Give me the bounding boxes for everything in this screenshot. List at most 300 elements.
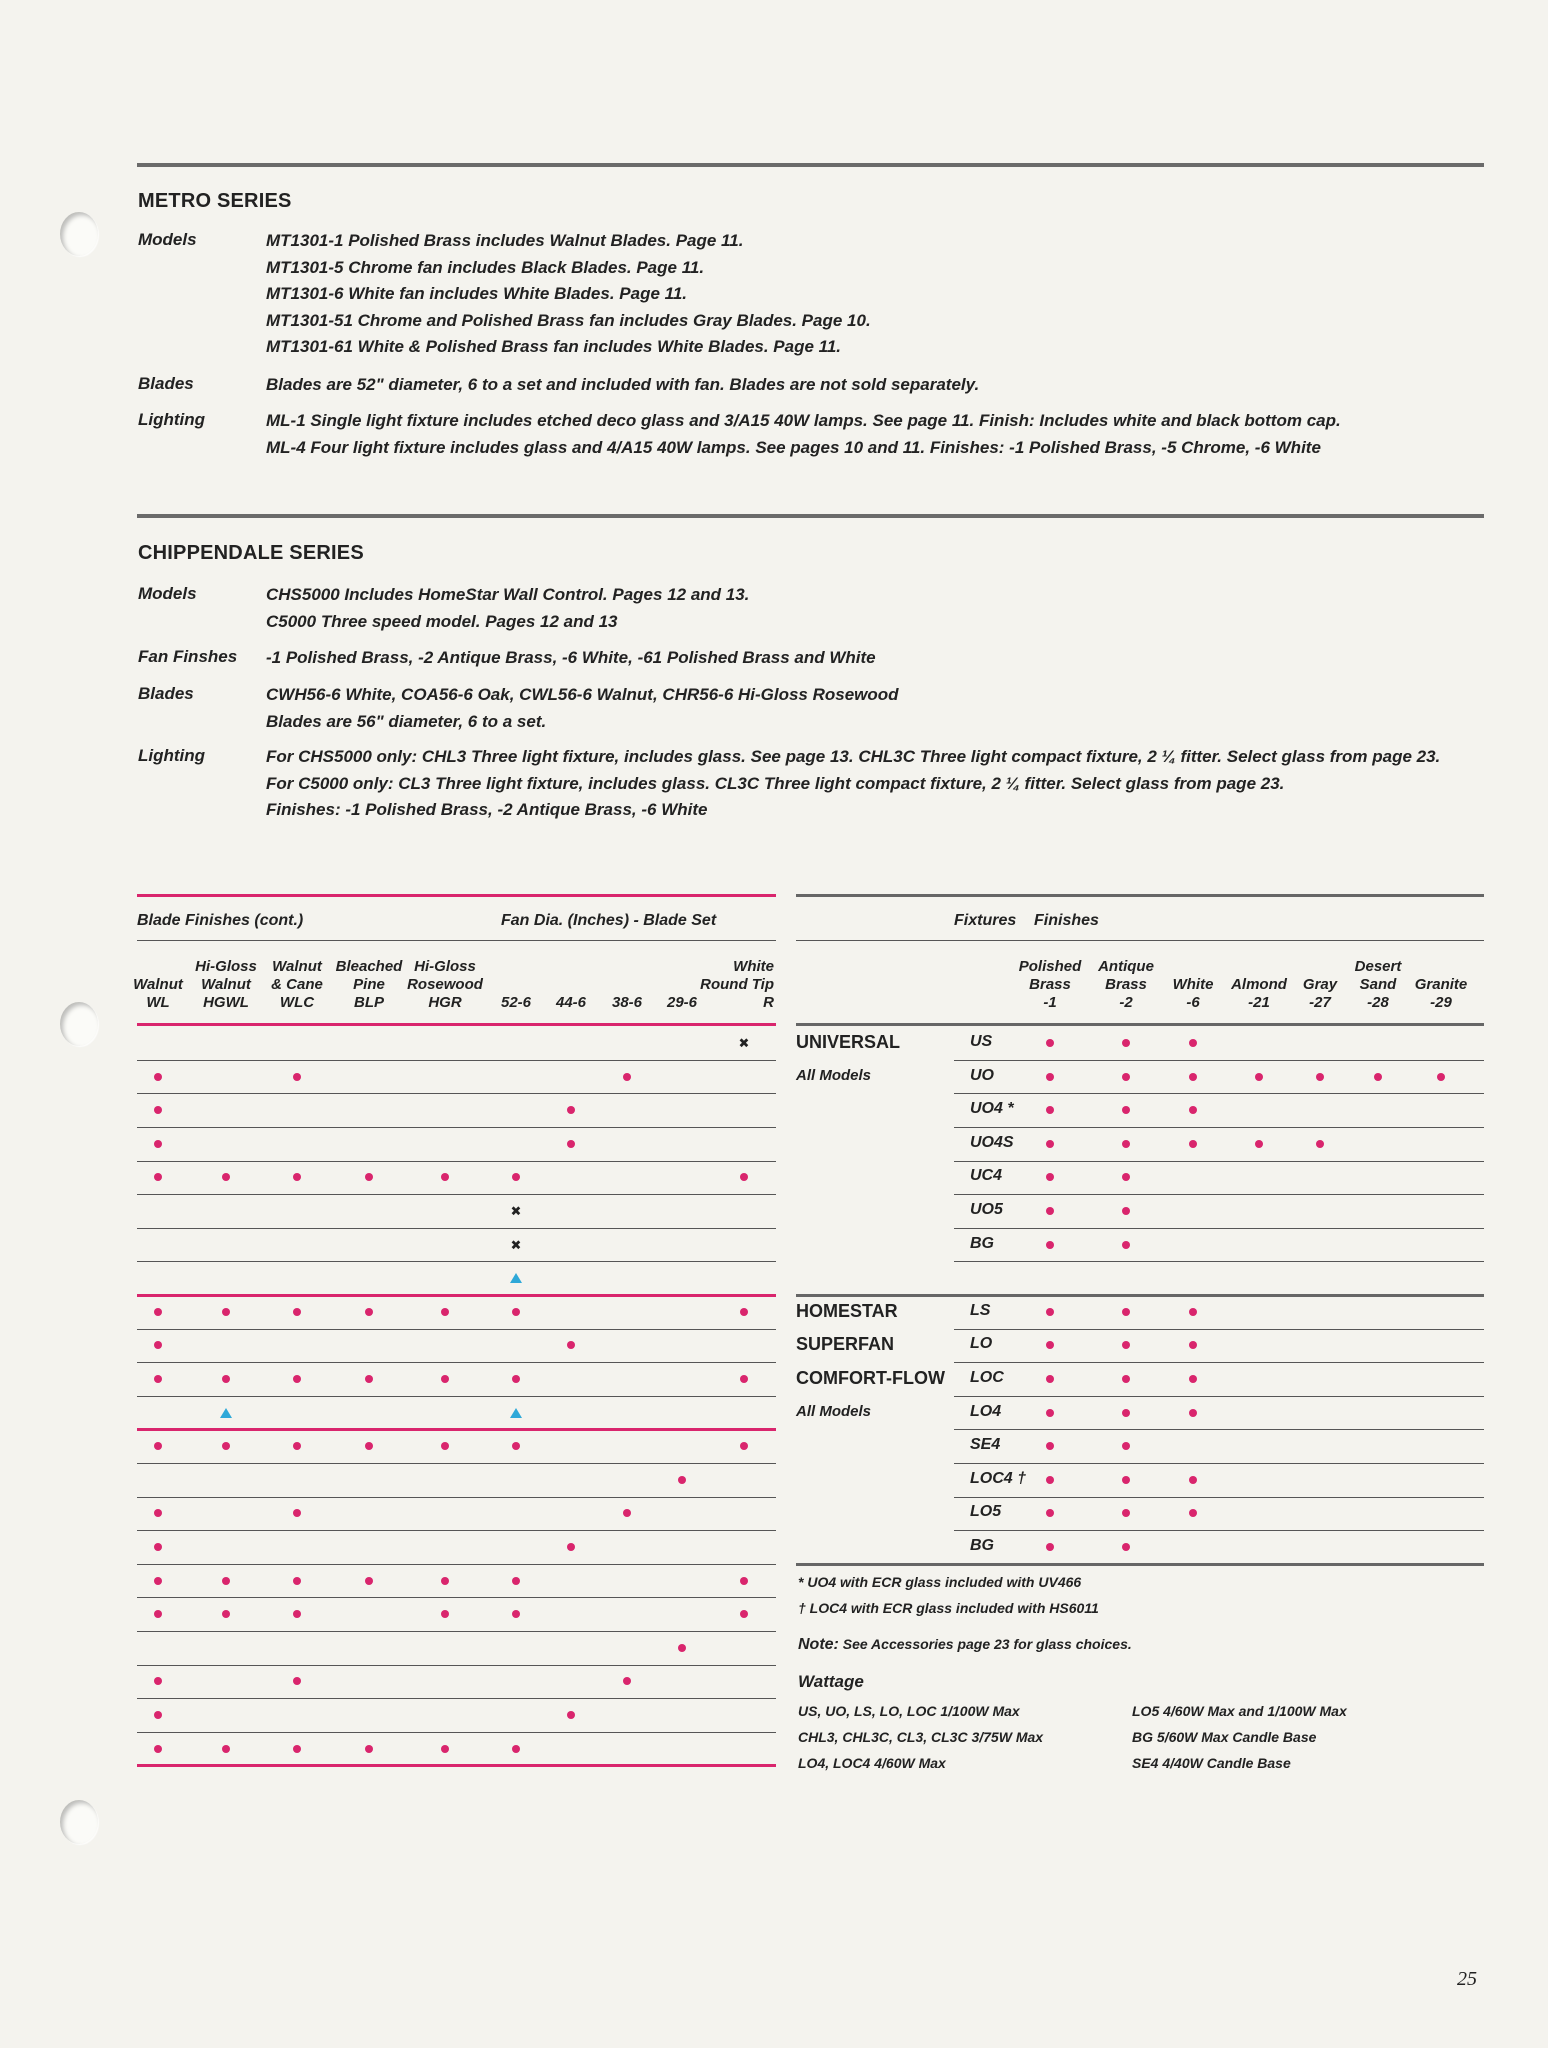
column-header-line: WL bbox=[146, 994, 170, 1011]
blade-dot bbox=[441, 1610, 449, 1618]
blade-dot bbox=[740, 1375, 748, 1383]
blade-triangle bbox=[510, 1273, 522, 1283]
fixture-code: UO bbox=[970, 1066, 994, 1084]
chippendale-lighting-line: Finishes: -1 Polished Brass, -2 Antique Brass, -6 White bbox=[266, 800, 708, 819]
blade-column-header bbox=[195, 958, 257, 1012]
binder-hole-bottom bbox=[60, 1800, 98, 1844]
blade-dot bbox=[512, 1745, 520, 1753]
footnote-uo4: * UO4 with ECR glass included with UV466 bbox=[798, 1574, 1082, 1590]
column-header-line bbox=[1173, 958, 1214, 976]
finish-dot bbox=[1046, 1308, 1054, 1316]
blade-dot bbox=[623, 1677, 631, 1685]
finish-dot bbox=[1046, 1509, 1054, 1517]
blade-row-divider bbox=[137, 1093, 776, 1094]
finish-dot bbox=[1122, 1543, 1130, 1551]
finish-dot bbox=[1046, 1543, 1054, 1551]
blade-dot bbox=[222, 1577, 230, 1585]
column-header-line: -2 bbox=[1119, 994, 1133, 1011]
column-header-line: Granite bbox=[1414, 976, 1468, 993]
blade-dot bbox=[512, 1610, 520, 1618]
blade-dot bbox=[512, 1308, 520, 1316]
column-header-line: R bbox=[763, 994, 774, 1011]
blade-column-header bbox=[133, 958, 183, 1012]
blade-dot bbox=[567, 1711, 575, 1719]
fixture-row-divider bbox=[954, 1060, 1484, 1061]
finish-column-header bbox=[1355, 958, 1402, 1012]
finish-column-header bbox=[1415, 958, 1468, 1012]
blade-dot bbox=[154, 1375, 162, 1383]
fixture-code: BG bbox=[970, 1537, 994, 1554]
metro-model-line: MT1301-5 Chrome fan includes Black Blades. Page 11. bbox=[266, 257, 705, 277]
column-header-line: Brass bbox=[1029, 976, 1071, 993]
blade-dot bbox=[365, 1442, 373, 1450]
column-header-line: -27 bbox=[1309, 994, 1331, 1011]
blade-dot bbox=[441, 1308, 449, 1316]
finish-dot bbox=[1122, 1341, 1130, 1349]
blade-row-divider bbox=[137, 1060, 776, 1061]
finish-dot bbox=[1189, 1476, 1197, 1484]
blade-dot bbox=[154, 1106, 162, 1114]
fixture-code: LOC bbox=[970, 1369, 1004, 1386]
column-header-line: Gray bbox=[1302, 976, 1338, 993]
column-header-line: BLP bbox=[353, 994, 384, 1011]
binder-hole-middle bbox=[60, 1002, 98, 1046]
finish-dot bbox=[1122, 1409, 1130, 1417]
column-header-line: WLC bbox=[279, 994, 315, 1011]
fixtures-heading: Fixtures bbox=[954, 912, 1017, 929]
blade-dot bbox=[154, 1543, 162, 1551]
blade-dot bbox=[154, 1677, 162, 1685]
blade-row-divider bbox=[137, 1665, 776, 1666]
column-header-line: White bbox=[1172, 976, 1214, 993]
chippendale-model-line: CHS5000 Includes HomeStar Wall Control. Pages 12 and 13. bbox=[266, 585, 750, 604]
column-header-line: Bleached bbox=[335, 958, 403, 975]
metro-blades-label: Blades bbox=[138, 374, 194, 393]
column-header-line bbox=[667, 958, 697, 976]
blade-dot bbox=[154, 1442, 162, 1450]
blade-dot bbox=[154, 1711, 162, 1719]
blade-x-mark: ✖ bbox=[738, 1035, 750, 1051]
blade-dot bbox=[365, 1577, 373, 1585]
blade-dot bbox=[293, 1442, 301, 1450]
finish-dot bbox=[1046, 1409, 1054, 1417]
blade-dot bbox=[293, 1173, 301, 1181]
column-header-line: Desert bbox=[1354, 958, 1402, 975]
chippendale-models bbox=[266, 582, 749, 635]
chippendale-blades bbox=[266, 682, 899, 735]
fixture-group-name: HOMESTAR bbox=[796, 1300, 898, 1321]
blade-column-header bbox=[700, 958, 774, 1012]
fixture-code: SE4 bbox=[970, 1436, 1001, 1454]
blade-column-header bbox=[501, 958, 531, 1012]
finish-dot bbox=[1255, 1073, 1263, 1081]
finish-dot bbox=[1374, 1073, 1382, 1081]
finish-dot bbox=[1122, 1207, 1130, 1215]
metro-models-label: Models bbox=[138, 230, 197, 249]
column-header-line bbox=[667, 976, 697, 994]
fixture-code: LO5 bbox=[970, 1503, 1002, 1521]
blade-row-divider bbox=[137, 1698, 776, 1699]
blade-dot bbox=[154, 1610, 162, 1618]
blade-row-divider bbox=[137, 1127, 776, 1128]
finish-column-header bbox=[1019, 958, 1082, 1012]
fixture-row-divider bbox=[954, 1161, 1484, 1162]
fixture-row-divider bbox=[954, 1463, 1484, 1464]
column-header-line: -29 bbox=[1430, 994, 1452, 1011]
chippendale-lighting-line: For C5000 only: CL3 Three light fixture, includes glass. CL3C Three light compact fixture, 2 ¼ fitter. Select glass from page 23. bbox=[266, 773, 1285, 793]
column-header-line bbox=[612, 976, 642, 994]
blade-dot bbox=[293, 1677, 301, 1685]
finish-dot bbox=[1046, 1442, 1054, 1450]
column-header-line: Almond bbox=[1231, 976, 1287, 993]
column-header-line: -6 bbox=[1186, 994, 1200, 1011]
chippendale-blades-label: Blades bbox=[138, 684, 194, 703]
column-header-line bbox=[501, 976, 531, 994]
finish-column-header bbox=[1303, 958, 1337, 1012]
blade-dot bbox=[293, 1375, 301, 1383]
column-header-line bbox=[1303, 958, 1337, 976]
finish-dot bbox=[1046, 1173, 1054, 1181]
finish-dot bbox=[1122, 1375, 1130, 1383]
fixture-row-divider bbox=[954, 1429, 1484, 1430]
finish-dot bbox=[1122, 1039, 1130, 1047]
column-header-line: Antique bbox=[1098, 958, 1154, 975]
fixture-code: US bbox=[970, 1033, 993, 1050]
note-label: Note: bbox=[798, 1636, 839, 1653]
blade-row-divider bbox=[137, 1362, 776, 1363]
fixture-code: BG bbox=[970, 1234, 994, 1252]
finish-dot bbox=[1189, 1308, 1197, 1316]
chippendale-lighting bbox=[266, 744, 1440, 824]
fixture-table-heading-rule bbox=[796, 940, 1484, 941]
fixture-group-sub: All Models bbox=[796, 1402, 872, 1420]
finish-dot bbox=[1046, 1073, 1054, 1081]
finish-dot bbox=[1122, 1442, 1130, 1450]
blade-triangle bbox=[220, 1408, 232, 1418]
column-header-line: White bbox=[733, 958, 774, 975]
metro-lighting-line: ML-4 Four light fixture includes glass and 4/A15 40W lamps. See pages 10 and 11. Finishes: -1 Polished Brass, -5 Chrome, -6 White bbox=[266, 437, 1321, 457]
blade-dot bbox=[567, 1341, 575, 1349]
blade-table-heading-rule bbox=[137, 940, 776, 941]
fixture-row-divider bbox=[954, 1362, 1484, 1363]
blade-dot bbox=[222, 1375, 230, 1383]
wattage-line: BG 5/60W Max Candle Base bbox=[1132, 1729, 1317, 1745]
blade-column-header bbox=[336, 958, 403, 1012]
blade-dot bbox=[154, 1173, 162, 1181]
finish-dot bbox=[1046, 1476, 1054, 1484]
blade-dot bbox=[678, 1644, 686, 1652]
blade-dot bbox=[512, 1173, 520, 1181]
blade-dot bbox=[293, 1610, 301, 1618]
column-header-line bbox=[133, 958, 183, 976]
metro-blades-text: Blades are 52" diameter, 6 to a set and included with fan. Blades are not sold separately. bbox=[266, 375, 980, 394]
fixture-row-divider bbox=[954, 1396, 1484, 1397]
blade-triangle bbox=[510, 1408, 522, 1418]
blade-dot bbox=[222, 1745, 230, 1753]
blade-column-header bbox=[407, 958, 483, 1012]
column-header-line bbox=[1231, 958, 1287, 976]
fixture-row-divider bbox=[954, 1497, 1484, 1498]
finish-dot bbox=[1122, 1509, 1130, 1517]
chippendale-lighting-label: Lighting bbox=[138, 746, 206, 765]
column-header-line: -1 bbox=[1043, 994, 1057, 1011]
blade-dot bbox=[512, 1375, 520, 1383]
finish-dot bbox=[1189, 1106, 1197, 1114]
finishes-heading: Finishes bbox=[1034, 912, 1099, 929]
fixture-row-divider bbox=[954, 1093, 1484, 1094]
metro-model-line: MT1301-51 Chrome and Polished Brass fan includes Gray Blades. Page 10. bbox=[266, 310, 871, 330]
fixture-code: UO5 bbox=[970, 1201, 1003, 1218]
blade-dot bbox=[293, 1577, 301, 1585]
blade-row-divider bbox=[137, 1564, 776, 1565]
fixture-code: LO bbox=[970, 1335, 993, 1353]
column-header-line: Brass bbox=[1105, 976, 1147, 993]
blade-dot bbox=[154, 1745, 162, 1753]
blade-dot bbox=[512, 1442, 520, 1450]
finish-column-header bbox=[1173, 958, 1214, 1012]
blade-dot bbox=[623, 1073, 631, 1081]
wattage-line: US, UO, LS, LO, LOC 1/100W Max bbox=[798, 1703, 1020, 1719]
blade-section-divider bbox=[137, 1428, 776, 1431]
column-header-line: & Cane bbox=[271, 976, 323, 993]
wattage-line: LO5 4/60W Max and 1/100W Max bbox=[1132, 1703, 1347, 1719]
blade-section-divider bbox=[137, 1764, 776, 1767]
blade-row-divider bbox=[137, 1463, 776, 1464]
blade-dot bbox=[293, 1509, 301, 1517]
blade-dot bbox=[154, 1073, 162, 1081]
blade-dot bbox=[740, 1442, 748, 1450]
fixture-section-divider bbox=[796, 1294, 1484, 1297]
metro-lighting-line: ML-1 Single light fixture includes etched deco glass and 3/A15 40W lamps. See page 11. Finish: Includes white and black bottom cap. bbox=[266, 411, 1341, 430]
column-header-line: 52-6 bbox=[500, 994, 532, 1011]
column-header-line: Hi-Gloss bbox=[195, 958, 257, 975]
column-header-line: Pine bbox=[353, 976, 385, 993]
blade-dot bbox=[365, 1173, 373, 1181]
blade-dot bbox=[441, 1577, 449, 1585]
note-text: See Accessories page 23 for glass choices. bbox=[842, 1636, 1132, 1652]
chippendale-blades-line: CWH56-6 White, COA56-6 Oak, CWL56-6 Walnut, CHR56-6 Hi-Gloss Rosewood bbox=[266, 685, 899, 704]
blade-row-divider bbox=[137, 1194, 776, 1195]
metro-models bbox=[266, 228, 871, 361]
finish-dot bbox=[1122, 1241, 1130, 1249]
blade-dot bbox=[441, 1375, 449, 1383]
blade-row-divider bbox=[137, 1597, 776, 1598]
footnote-loc4: † LOC4 with ECR glass included with HS6011 bbox=[798, 1600, 1099, 1616]
fixture-group-sub: All Models bbox=[796, 1066, 872, 1084]
chippendale-finishes-label: Fan Finshes bbox=[138, 647, 238, 666]
blade-row-divider bbox=[137, 1161, 776, 1162]
blade-dot bbox=[154, 1341, 162, 1349]
fixture-group-name: COMFORT-FLOW bbox=[796, 1368, 945, 1388]
chippendale-top-rule bbox=[137, 514, 1484, 518]
finish-dot bbox=[1122, 1173, 1130, 1181]
chippendale-lighting-line: For CHS5000 only: CHL3 Three light fixture, includes glass. See page 13. CHL3C Three light compact fixture, 2 ¼ fitter. Select glass from page 23. bbox=[266, 747, 1441, 766]
blade-column-header bbox=[612, 958, 642, 1012]
blade-table-header-rule bbox=[137, 1023, 776, 1026]
fixture-row-divider bbox=[954, 1329, 1484, 1330]
fixture-code: LS bbox=[970, 1301, 991, 1319]
fixture-code: LOC4 † bbox=[970, 1469, 1027, 1487]
column-header-line: 38-6 bbox=[611, 994, 643, 1011]
finish-dot bbox=[1316, 1140, 1324, 1148]
finish-dot bbox=[1189, 1073, 1197, 1081]
wattage-right bbox=[1132, 1698, 1347, 1776]
finish-dot bbox=[1189, 1039, 1197, 1047]
blade-dot bbox=[567, 1106, 575, 1114]
fixture-group-name: UNIVERSAL bbox=[796, 1032, 901, 1052]
wattage-title: Wattage bbox=[798, 1672, 864, 1691]
column-header-line: Walnut bbox=[201, 976, 251, 993]
column-header-line: -21 bbox=[1248, 994, 1270, 1011]
column-header-line: Rosewood bbox=[407, 976, 483, 993]
fixture-row-divider bbox=[954, 1261, 1484, 1262]
chippendale-models-label: Models bbox=[138, 584, 197, 603]
column-header-line: 44-6 bbox=[555, 994, 587, 1011]
fixture-table-header-rule bbox=[796, 1023, 1484, 1026]
chippendale-blades-line: Blades are 56" diameter, 6 to a set. bbox=[266, 711, 547, 731]
finish-dot bbox=[1046, 1375, 1054, 1383]
finish-dot bbox=[1255, 1140, 1263, 1148]
fixture-row-divider bbox=[954, 1127, 1484, 1128]
column-header-line: Sand bbox=[1359, 976, 1397, 993]
finish-dot bbox=[1046, 1106, 1054, 1114]
blade-dot bbox=[365, 1308, 373, 1316]
wattage-line: CHL3, CHL3C, CL3, CL3C 3/75W Max bbox=[798, 1729, 1044, 1745]
blade-dot bbox=[740, 1577, 748, 1585]
blade-dot bbox=[154, 1308, 162, 1316]
blade-dot bbox=[512, 1577, 520, 1585]
finish-dot bbox=[1122, 1308, 1130, 1316]
fixture-code: UO4S bbox=[970, 1133, 1014, 1151]
blade-row-divider bbox=[137, 1530, 776, 1531]
column-header-line: HGR bbox=[428, 994, 462, 1011]
finish-dot bbox=[1046, 1140, 1054, 1148]
blade-row-divider bbox=[137, 1497, 776, 1498]
fixture-row-divider bbox=[954, 1228, 1484, 1229]
blade-dot bbox=[441, 1745, 449, 1753]
blade-dot bbox=[365, 1375, 373, 1383]
page-number: 25 bbox=[1457, 1968, 1477, 1990]
blade-column-header bbox=[271, 958, 323, 1012]
finish-dot bbox=[1046, 1341, 1054, 1349]
blade-dot bbox=[678, 1476, 686, 1484]
column-header-line bbox=[1415, 958, 1468, 976]
fixture-table-top-rule bbox=[796, 894, 1484, 897]
column-header-line: Walnut bbox=[272, 958, 322, 975]
finish-dot bbox=[1189, 1375, 1197, 1383]
finish-dot bbox=[1189, 1140, 1197, 1148]
fixture-code: LO4 bbox=[970, 1402, 1002, 1420]
fixture-group-name: SUPERFAN bbox=[796, 1334, 895, 1355]
blade-dot bbox=[740, 1173, 748, 1181]
blade-dot bbox=[222, 1610, 230, 1618]
finish-dot bbox=[1046, 1241, 1054, 1249]
chippendale-title: CHIPPENDALE SERIES bbox=[138, 542, 364, 564]
finish-dot bbox=[1189, 1509, 1197, 1517]
blade-dot bbox=[293, 1745, 301, 1753]
column-header-line: 29-6 bbox=[666, 994, 698, 1011]
blade-column-header bbox=[556, 958, 586, 1012]
blade-dot bbox=[222, 1308, 230, 1316]
blade-x-mark: ✖ bbox=[510, 1203, 522, 1219]
finish-column-header bbox=[1231, 958, 1287, 1012]
blade-dot bbox=[154, 1509, 162, 1517]
finish-column-header bbox=[1098, 958, 1154, 1012]
fixture-section-divider bbox=[796, 1563, 1484, 1566]
column-header-line bbox=[612, 958, 642, 976]
blade-dot bbox=[222, 1442, 230, 1450]
blade-dot bbox=[154, 1577, 162, 1585]
column-header-line bbox=[556, 976, 586, 994]
column-header-line: Round Tip bbox=[700, 976, 774, 993]
column-header-line: -28 bbox=[1367, 994, 1389, 1011]
blade-dot bbox=[293, 1308, 301, 1316]
metro-lighting bbox=[266, 408, 1341, 461]
blade-dot bbox=[441, 1442, 449, 1450]
column-header-line: HGWL bbox=[203, 994, 249, 1011]
blade-row-divider bbox=[137, 1329, 776, 1330]
blade-row-divider bbox=[137, 1261, 776, 1262]
column-header-line bbox=[556, 958, 586, 976]
fixture-code: UC4 bbox=[970, 1167, 1003, 1185]
column-header-line: Hi-Gloss bbox=[414, 958, 476, 975]
fixture-row-divider bbox=[954, 1530, 1484, 1531]
wattage-left bbox=[798, 1698, 1043, 1776]
finish-dot bbox=[1122, 1073, 1130, 1081]
finish-dot bbox=[1046, 1039, 1054, 1047]
blade-dot bbox=[567, 1140, 575, 1148]
wattage-line: SE4 4/40W Candle Base bbox=[1132, 1755, 1291, 1771]
blade-table-top-rule bbox=[137, 894, 776, 897]
blade-dot bbox=[293, 1073, 301, 1081]
column-header-line: Polished bbox=[1018, 958, 1082, 975]
fixture-row-divider bbox=[954, 1194, 1484, 1195]
wattage-line: LO4, LOC4 4/60W Max bbox=[798, 1755, 946, 1771]
blade-row-divider bbox=[137, 1396, 776, 1397]
metro-model-line: MT1301-1 Polished Brass includes Walnut Blades. Page 11. bbox=[266, 231, 744, 250]
note-line bbox=[798, 1636, 1132, 1654]
column-header-line bbox=[501, 958, 531, 976]
blade-section-divider bbox=[137, 1294, 776, 1297]
finish-dot bbox=[1122, 1140, 1130, 1148]
metro-model-line: MT1301-6 White fan includes White Blades. Page 11. bbox=[266, 284, 688, 303]
metro-model-line: MT1301-61 White & Polished Brass fan includes White Blades. Page 11. bbox=[266, 337, 842, 356]
blade-dot bbox=[222, 1173, 230, 1181]
finish-dot bbox=[1046, 1207, 1054, 1215]
chippendale-model-line: C5000 Three speed model. Pages 12 and 13 bbox=[266, 611, 618, 631]
chippendale-finishes-text: -1 Polished Brass, -2 Antique Brass, -6 White, -61 Polished Brass and White bbox=[266, 648, 876, 667]
blade-dot bbox=[623, 1509, 631, 1517]
finish-dot bbox=[1316, 1073, 1324, 1081]
binder-hole-top bbox=[60, 212, 98, 256]
column-header-line: Walnut bbox=[133, 976, 183, 993]
finish-dot bbox=[1122, 1476, 1130, 1484]
blade-row-divider bbox=[137, 1228, 776, 1229]
blade-x-mark: ✖ bbox=[510, 1237, 522, 1253]
finish-dot bbox=[1437, 1073, 1445, 1081]
blade-dot bbox=[441, 1173, 449, 1181]
blade-row-divider bbox=[137, 1631, 776, 1632]
fan-diameter-heading: Fan Dia. (Inches) - Blade Set bbox=[501, 912, 717, 929]
finish-dot bbox=[1189, 1409, 1197, 1417]
blade-dot bbox=[567, 1543, 575, 1551]
metro-top-rule bbox=[137, 163, 1484, 167]
blade-row-divider bbox=[137, 1732, 776, 1733]
blade-dot bbox=[740, 1308, 748, 1316]
metro-lighting-label: Lighting bbox=[138, 410, 206, 429]
fixture-code: UO4 * bbox=[970, 1100, 1014, 1118]
blade-dot bbox=[740, 1610, 748, 1618]
